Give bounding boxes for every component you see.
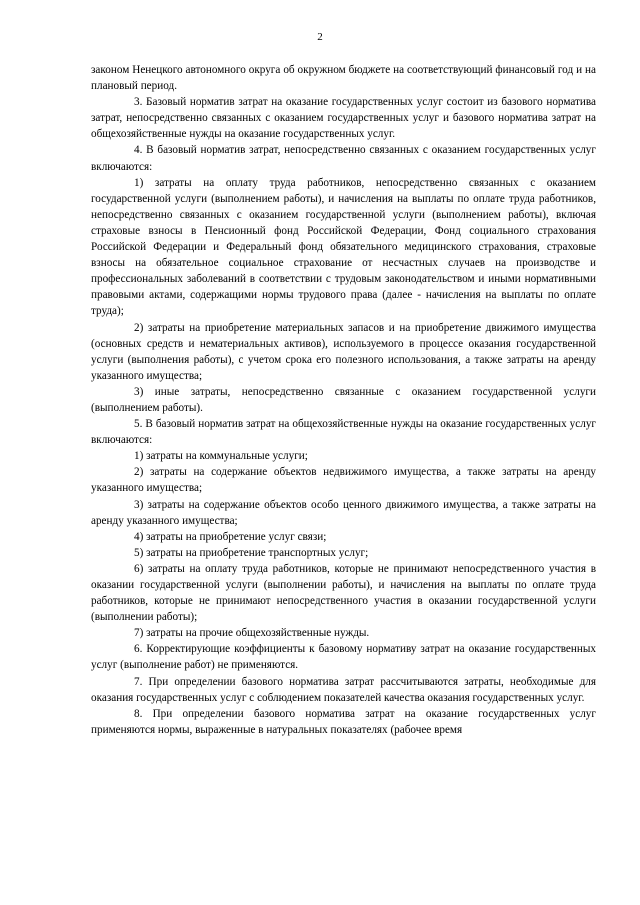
document-body	[91, 62, 596, 738]
paragraph-5-item-2: 2) затраты на содержание объектов недвижимого имущества, а также затраты на аренду указанного имущества;	[91, 466, 596, 495]
paragraph-5-item-1: 1) затраты на коммунальные услуги;	[134, 450, 308, 463]
paragraph-continuation: законом Ненецкого автономного округа об окружном бюджете на соответствующий финансовый год и на плановый период.	[91, 64, 596, 93]
paragraph-4: 4. В базовый норматив затрат, непосредственно связанных с оказанием государственных услуг включаются:	[91, 144, 596, 173]
paragraph-6: 6. Корректирующие коэффициенты к базовому нормативу затрат на оказание государственных услуг (выполнение работ) не применяются.	[91, 643, 596, 672]
paragraph-5: 5. В базовый норматив затрат на общехозяйственные нужды на оказание государственных услуг включаются:	[91, 418, 596, 447]
paragraph-5-item-7: 7) затраты на прочие общехозяйственные нужды.	[134, 627, 370, 640]
paragraph-4-item-3: 3) иные затраты, непосредственно связанные с оказанием государственной услуги (выполнением работы).	[91, 385, 596, 414]
page-number: 2	[317, 31, 323, 43]
paragraph-5-item-4: 4) затраты на приобретение услуг связи;	[134, 530, 327, 543]
paragraph-4-item-1: 1) затраты на оплату труда работников, непосредственно связанных с оказанием государственной услуги (выполнением работы), и начисления на выплаты по оплате труда работников, непосредственно связанных с оказанием государственной услуги (выполнением работы), включая страховые взносы в Пенсионный фонд Российской Федерации, Фонд социального страхования Российской Федерации и Федеральный фонд обязательного медицинского страхования, страховые взносы на обязательное социальное страхование от несчастных случаев на производстве и профессиональных заболеваний в соответствии с трудовым законодательством и иными нормативными правовыми актами, содержащими нормы трудового права (далее - начисления на выплаты по оплате труда);	[91, 176, 596, 318]
paragraph-5-item-3: 3) затраты на содержание объектов особо ценного движимого имущества, а также затраты на аренду указанного имущества;	[91, 498, 596, 527]
paragraph-5-item-6: 6) затраты на оплату труда работников, которые не принимают непосредственного участия в оказании государственной услуги (выполнении работы), и начисления на выплаты по оплате труда работников, которые не принимают непосредственного участия в оказании государственной услуги (выполнении работы);	[91, 562, 596, 624]
paragraph-3: 3. Базовый норматив затрат на оказание государственных услуг состоит из базового норматива затрат, непосредственно связанных с оказанием государственных услуг и базового норматива затрат на общехозяйственные нужды на оказание государственных услуг.	[91, 96, 596, 141]
paragraph-4-item-2: 2) затраты на приобретение материальных запасов и на приобретение движимого имущества (основных средств и нематериальных активов), используемого в процессе оказания государственной услуги (выполнения работы), с учетом срока его полезного использования, а также затраты на аренду указанного имущества;	[91, 321, 596, 382]
paragraph-8: 8. При определении базового норматива затрат на оказание государственных услуг применяются нормы, выраженные в натуральных показателях (рабочее время	[91, 707, 596, 736]
paragraph-7: 7. При определении базового норматива затрат рассчитываются затраты, необходимые для оказания государственных услуг с соблюдением показателей качества оказания государственных услуг.	[91, 675, 596, 704]
paragraph-5-item-5: 5) затраты на приобретение транспортных услуг;	[134, 546, 369, 559]
